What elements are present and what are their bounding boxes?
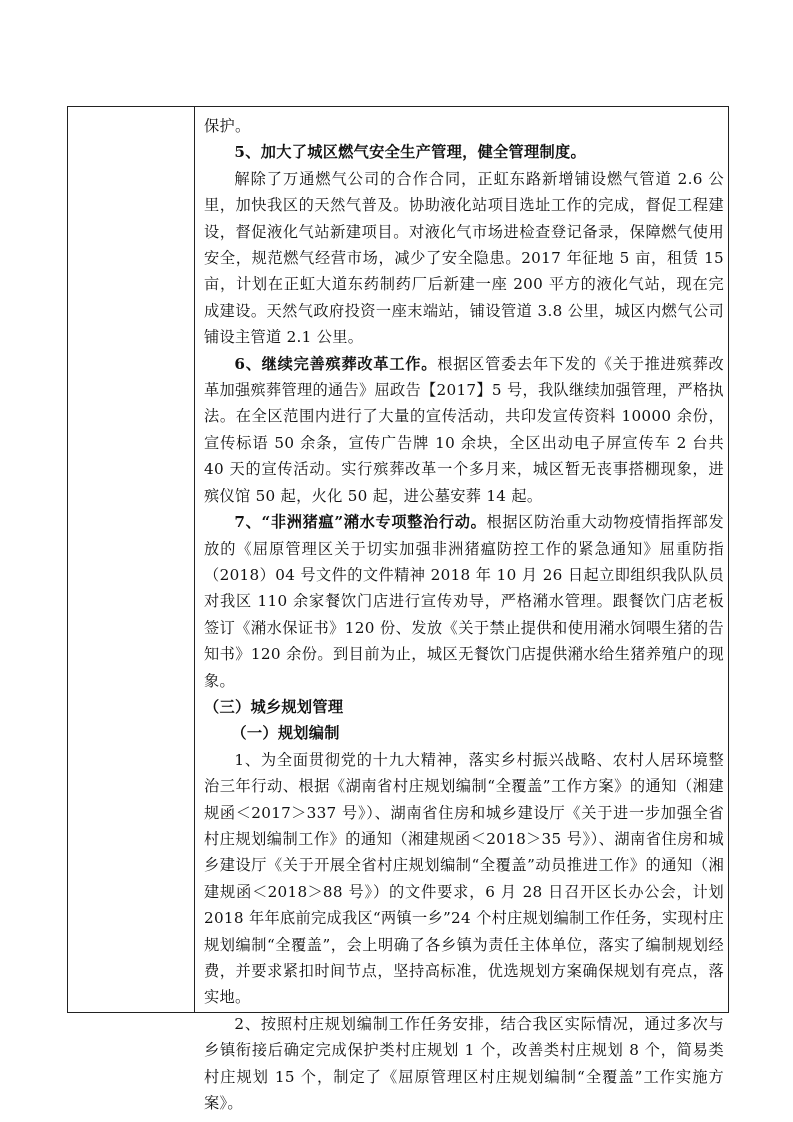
paragraph-swine-fever [204,509,724,694]
heading-swine-fever: 7、“非洲猪瘟”潲水专项整治行动。 [234,513,487,532]
table-content-cell [204,113,724,1116]
heading-funeral-reform: 6、继续完善殡葬改革工作。 [234,354,438,373]
paragraph-planning-2: 2、按照村庄规划编制工作任务安排，结合我区实际情况，通过多次与乡镇衔接后确定完成保护类村庄规划 1 个，改善类村庄规划 8 个，简易类村庄规划 15 个，制定了《屈原管理区村庄规划编制“全覆盖”工作实施方案》。 [204,1014,724,1113]
paragraph-funeral-body: 根据区管委去年下发的《关于推进殡葬改革加强殡葬管理的通告》屈政告【2017】5 号，我队继续加强管理，严格执法。在全区范围内进行了大量的宣传活动，共印发宣传资料 10000 余份，宣传标语 50 余条，宣传广告牌 10 余块，全区出动电子屏宣传车 2 台共 40 天的宣传活动。实行殡葬改革一个多月来，城区暂无丧事搭棚现象，进殡仪馆 50 起，火化 50 起，进公墓安葬 14 起。 [204,354,725,505]
document-table [67,106,729,1113]
heading-planning-compilation: （一）规划编制 [231,724,340,743]
table-left-column [68,107,195,1012]
heading-gas-safety: 5、加大了城区燃气安全生产管理，健全管理制度。 [234,143,586,162]
paragraph-gas: 解除了万通燃气公司的合作合同，正虹东路新增铺设燃气管道 2.6 公里，加快我区的天然气普及。协助液化站项目选址工作的完成，督促工程建设，督促液化气站新建项目。对液化气市场进检查登记备录，保障燃气使用安全，规范燃气经营市场，减少了安全隐患。2017 年征地 5 亩，租赁 15 亩，计划在正虹大道东药制药厂后新建一座 200 平方的液化气站，现在完成建设。天然气政府投资一座末端站，铺设管道 3.8 公里，城区内燃气公司铺设主管道 2.1 公里。 [204,169,724,347]
paragraph-swine-fever-body: 根据区防治重大动物疫情指挥部发放的《屈原管理区关于切实加强非洲猪瘟防控工作的紧急通知》屈重防指（2018）04 号文件的文件精神 2018 年 10 月 26 日起立即组织我队队员对我区 110 余家餐饮门店进行宣传劝导，严格潲水管理。跟餐饮门店老板签订《潲水保证书》120 份、发放《关于禁止提供和使用潲水饲喂生猪的告知书》120 余份。到目前为止，城区无餐饮门店提供潲水给生猪养殖户的现象。 [204,513,725,690]
heading-urban-rural-planning: （三）城乡规划管理 [204,697,344,716]
paragraph-funeral [204,351,724,509]
paragraph-continuation: 保护。 [204,117,251,135]
paragraph-planning-1: 1、为全面贯彻党的十九大精神，落实乡村振兴战略、农村人居环境整治三年行动、根据《湖南省村庄规划编制“全覆盖”工作方案》的通知（湘建规函＜2017＞337 号》）、湖南省住房和城乡建设厅《关于进一步加强全省村庄规划编制工作》的通知（湘建规函＜2018＞35 号》）、湖南省住房和城乡建设厅《关于开展全省村庄规划编制“全覆盖”动员推进工作》的通知（湘建规函＜2018＞88 号》）的文件要求，6 月 28 日召开区长办公会，计划 2018 年年底前完成我区“两镇一乡”24 个村庄规划编制工作任务，实现村庄规划编制“全覆盖”，会上明确了各乡镇为责任主体单位，落实了编制规划经费，并要求紧扣时间节点，坚持高标准，优选规划方案确保规划有亮点，落实地。 [204,750,724,1007]
